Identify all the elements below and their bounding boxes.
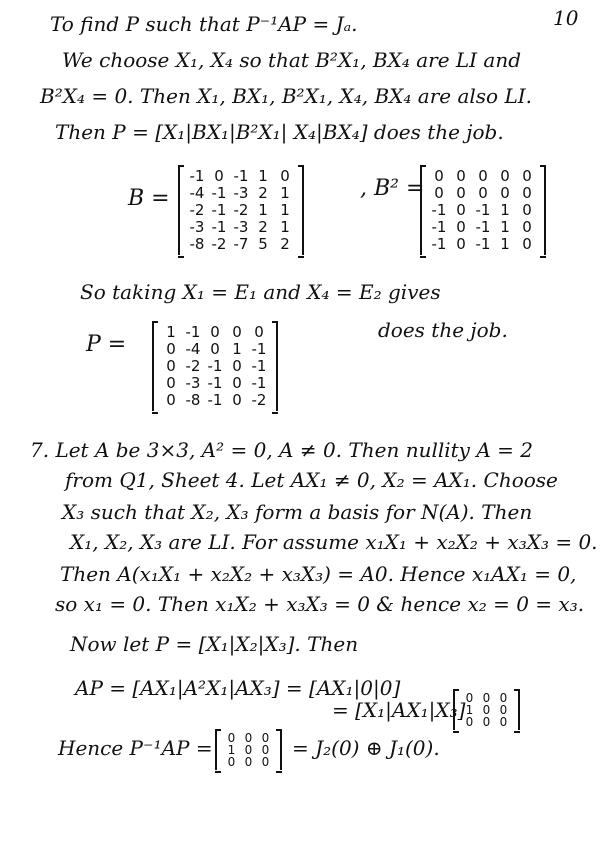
matrix-cell: 0 xyxy=(261,731,270,745)
matrix-cell: 1 xyxy=(500,218,510,236)
matrix-cell: 0 xyxy=(166,374,176,392)
matrix-row xyxy=(428,168,538,185)
matrix-cell: 1 xyxy=(232,340,242,358)
matrix-cell: 0 xyxy=(456,218,466,236)
matrix-cell: 2 xyxy=(258,218,268,236)
line-5: So taking X₁ = E₁ and X₄ = E₂ gives xyxy=(80,280,441,304)
matrix-cell: 0 xyxy=(261,755,270,769)
matrix-cell: 0 xyxy=(232,391,242,409)
matrix-cell: 0 xyxy=(499,703,508,717)
line-14: AP = [AX₁|A²X₁|AX₃] = [AX₁|0|0] xyxy=(75,676,401,700)
matrix-cell: -3 xyxy=(185,374,201,392)
matrix-cell: -2 xyxy=(251,391,267,409)
matrix-cell: -3 xyxy=(233,218,249,236)
matrix-cell: -3 xyxy=(189,218,205,236)
matrix-cell: 0 xyxy=(210,323,220,341)
matrix-cell: 0 xyxy=(500,167,510,185)
matrix-label-b: B = xyxy=(128,186,170,211)
matrix-cell: -1 xyxy=(207,357,223,375)
matrix-cell: 0 xyxy=(522,201,532,219)
matrix-cell: -8 xyxy=(185,391,201,409)
matrix-row xyxy=(428,236,538,253)
matrix-cell: 0 xyxy=(456,235,466,253)
matrix-cell: 0 xyxy=(482,703,491,717)
matrix-row xyxy=(186,219,296,236)
matrix-row xyxy=(160,392,270,409)
matrix-cell: 0 xyxy=(499,715,508,729)
matrix-cell: -1 xyxy=(251,357,267,375)
line-11: Then A(x₁X₁ + x₂X₂ + x₃X₃) = A0. Hence x₁AX₁ = 0, xyxy=(60,562,577,586)
matrix-cell: -1 xyxy=(251,374,267,392)
matrix-cell: 0 xyxy=(210,340,220,358)
matrix-cell: -4 xyxy=(185,340,201,358)
matrix-cell: -1 xyxy=(431,201,447,219)
matrix-cell: 0 xyxy=(522,218,532,236)
line-12: so x₁ = 0. Then x₁X₂ + x₃X₃ = 0 & hence x₂ = 0 = x₃. xyxy=(55,592,585,616)
matrix-cell: 0 xyxy=(522,235,532,253)
matrix-cell: 0 xyxy=(482,691,491,705)
matrix-cell: 1 xyxy=(465,703,474,717)
matrix-cell: -2 xyxy=(185,357,201,375)
matrix-cell: 0 xyxy=(456,167,466,185)
matrix-cell: 0 xyxy=(254,323,264,341)
matrix-cell: 0 xyxy=(232,323,242,341)
matrix-cell: -2 xyxy=(211,235,227,253)
matrix-cell: 0 xyxy=(214,167,224,185)
matrix-cell: -1 xyxy=(431,235,447,253)
matrix-row xyxy=(223,756,274,768)
matrix-cell: -1 xyxy=(233,167,249,185)
matrix-cell: 0 xyxy=(478,167,488,185)
matrix-cell: 0 xyxy=(434,167,444,185)
matrix-label-p: P = xyxy=(86,332,127,357)
matrix-cell: 1 xyxy=(258,167,268,185)
line-16: Hence P⁻¹AP = xyxy=(58,736,213,760)
line-4: Then P = [X₁|BX₁|B²X₁| X₄|BX₄] does the job. xyxy=(55,120,504,144)
matrix-row xyxy=(428,219,538,236)
matrix-cell: 0 xyxy=(456,201,466,219)
matrix-cell: 0 xyxy=(478,184,488,202)
matrix-cell: -1 xyxy=(251,340,267,358)
matrix-p xyxy=(152,322,278,411)
matrix-row xyxy=(428,185,538,202)
line-15: = [X₁|AX₁|X₃] xyxy=(332,698,466,722)
matrix-cell: 0 xyxy=(244,743,253,757)
line-1: To find P such that P⁻¹AP = Jₐ. xyxy=(50,12,358,36)
matrix-row xyxy=(186,168,296,185)
matrix-cell: 0 xyxy=(522,184,532,202)
matrix-cell: -2 xyxy=(233,201,249,219)
line-13: Now let P = [X₁|X₂|X₃]. Then xyxy=(70,632,359,656)
matrix-cell: -1 xyxy=(475,201,491,219)
line-3: B²X₄ = 0. Then X₁, BX₁, B²X₁, X₄, BX₄ are also LI. xyxy=(40,84,532,108)
matrix-cell: -1 xyxy=(207,391,223,409)
matrix-cell: -1 xyxy=(207,374,223,392)
matrix-cell: -1 xyxy=(475,218,491,236)
matrix-cell: 0 xyxy=(227,731,236,745)
matrix-cell: 1 xyxy=(500,201,510,219)
matrix-row xyxy=(160,375,270,392)
matrix-label-b2: , B² = xyxy=(360,176,425,201)
matrix-nilpotent-2 xyxy=(215,730,282,770)
matrix-cell: -7 xyxy=(233,235,249,253)
page-number: 10 xyxy=(553,6,579,30)
matrix-row xyxy=(160,358,270,375)
matrix-row xyxy=(160,324,270,341)
line-2: We choose X₁, X₄ so that B²X₁, BX₄ are LI and xyxy=(62,48,522,72)
line-8: from Q1, Sheet 4. Let AX₁ ≠ 0, X₂ = AX₁. Choose xyxy=(65,468,558,492)
line-10: X₁, X₂, X₃ are LI. For assume x₁X₁ + x₂X₂ + x₃X₃ = 0. xyxy=(70,530,598,554)
matrix-cell: 0 xyxy=(244,731,253,745)
matrix-cell: 0 xyxy=(261,743,270,757)
matrix-cell: 0 xyxy=(166,340,176,358)
matrix-cell: -3 xyxy=(233,184,249,202)
matrix-nilpotent-1 xyxy=(453,690,520,730)
matrix-cell: 0 xyxy=(227,755,236,769)
matrix-cell: -1 xyxy=(211,218,227,236)
matrix-cell: -8 xyxy=(189,235,205,253)
matrix-cell: 0 xyxy=(465,715,474,729)
matrix-cell: 0 xyxy=(232,357,242,375)
matrix-cell: 0 xyxy=(499,691,508,705)
matrix-cell: -1 xyxy=(211,184,227,202)
line-9: X₃ such that X₂, X₃ form a basis for N(A). Then xyxy=(62,500,533,524)
matrix-cell: 0 xyxy=(456,184,466,202)
line-7: 7. Let A be 3×3, A² = 0, A ≠ 0. Then nullity A = 2 xyxy=(30,438,533,462)
matrix-cell: -2 xyxy=(189,201,205,219)
matrix-cell: 2 xyxy=(280,235,290,253)
matrix-cell: 1 xyxy=(500,235,510,253)
matrix-cell: 0 xyxy=(280,167,290,185)
matrix-row xyxy=(461,716,512,728)
matrix-cell: 1 xyxy=(280,218,290,236)
matrix-cell: -1 xyxy=(189,167,205,185)
matrix-cell: -1 xyxy=(211,201,227,219)
matrix-cell: 0 xyxy=(244,755,253,769)
matrix-cell: 0 xyxy=(482,715,491,729)
matrix-b xyxy=(178,166,304,255)
matrix-row xyxy=(186,202,296,219)
matrix-row xyxy=(186,236,296,253)
matrix-cell: -1 xyxy=(185,323,201,341)
matrix-cell: 5 xyxy=(258,235,268,253)
matrix-cell: 0 xyxy=(166,391,176,409)
matrix-cell: 0 xyxy=(500,184,510,202)
matrix-cell: 0 xyxy=(166,357,176,375)
line-6: does the job. xyxy=(378,318,508,342)
matrix-cell: 0 xyxy=(232,374,242,392)
matrix-cell: 1 xyxy=(258,201,268,219)
matrix-cell: 0 xyxy=(465,691,474,705)
matrix-cell: 1 xyxy=(227,743,236,757)
matrix-cell: -1 xyxy=(475,235,491,253)
matrix-cell: -1 xyxy=(431,218,447,236)
matrix-cell: 2 xyxy=(258,184,268,202)
matrix-cell: 0 xyxy=(434,184,444,202)
matrix-cell: 0 xyxy=(522,167,532,185)
matrix-b2 xyxy=(420,166,546,255)
matrix-cell: 1 xyxy=(280,184,290,202)
matrix-cell: -4 xyxy=(189,184,205,202)
matrix-row xyxy=(160,341,270,358)
matrix-cell: 1 xyxy=(280,201,290,219)
matrix-cell: 1 xyxy=(166,323,176,341)
matrix-row xyxy=(186,185,296,202)
line-17: = J₂(0) ⊕ J₁(0). xyxy=(292,736,440,760)
matrix-row xyxy=(428,202,538,219)
